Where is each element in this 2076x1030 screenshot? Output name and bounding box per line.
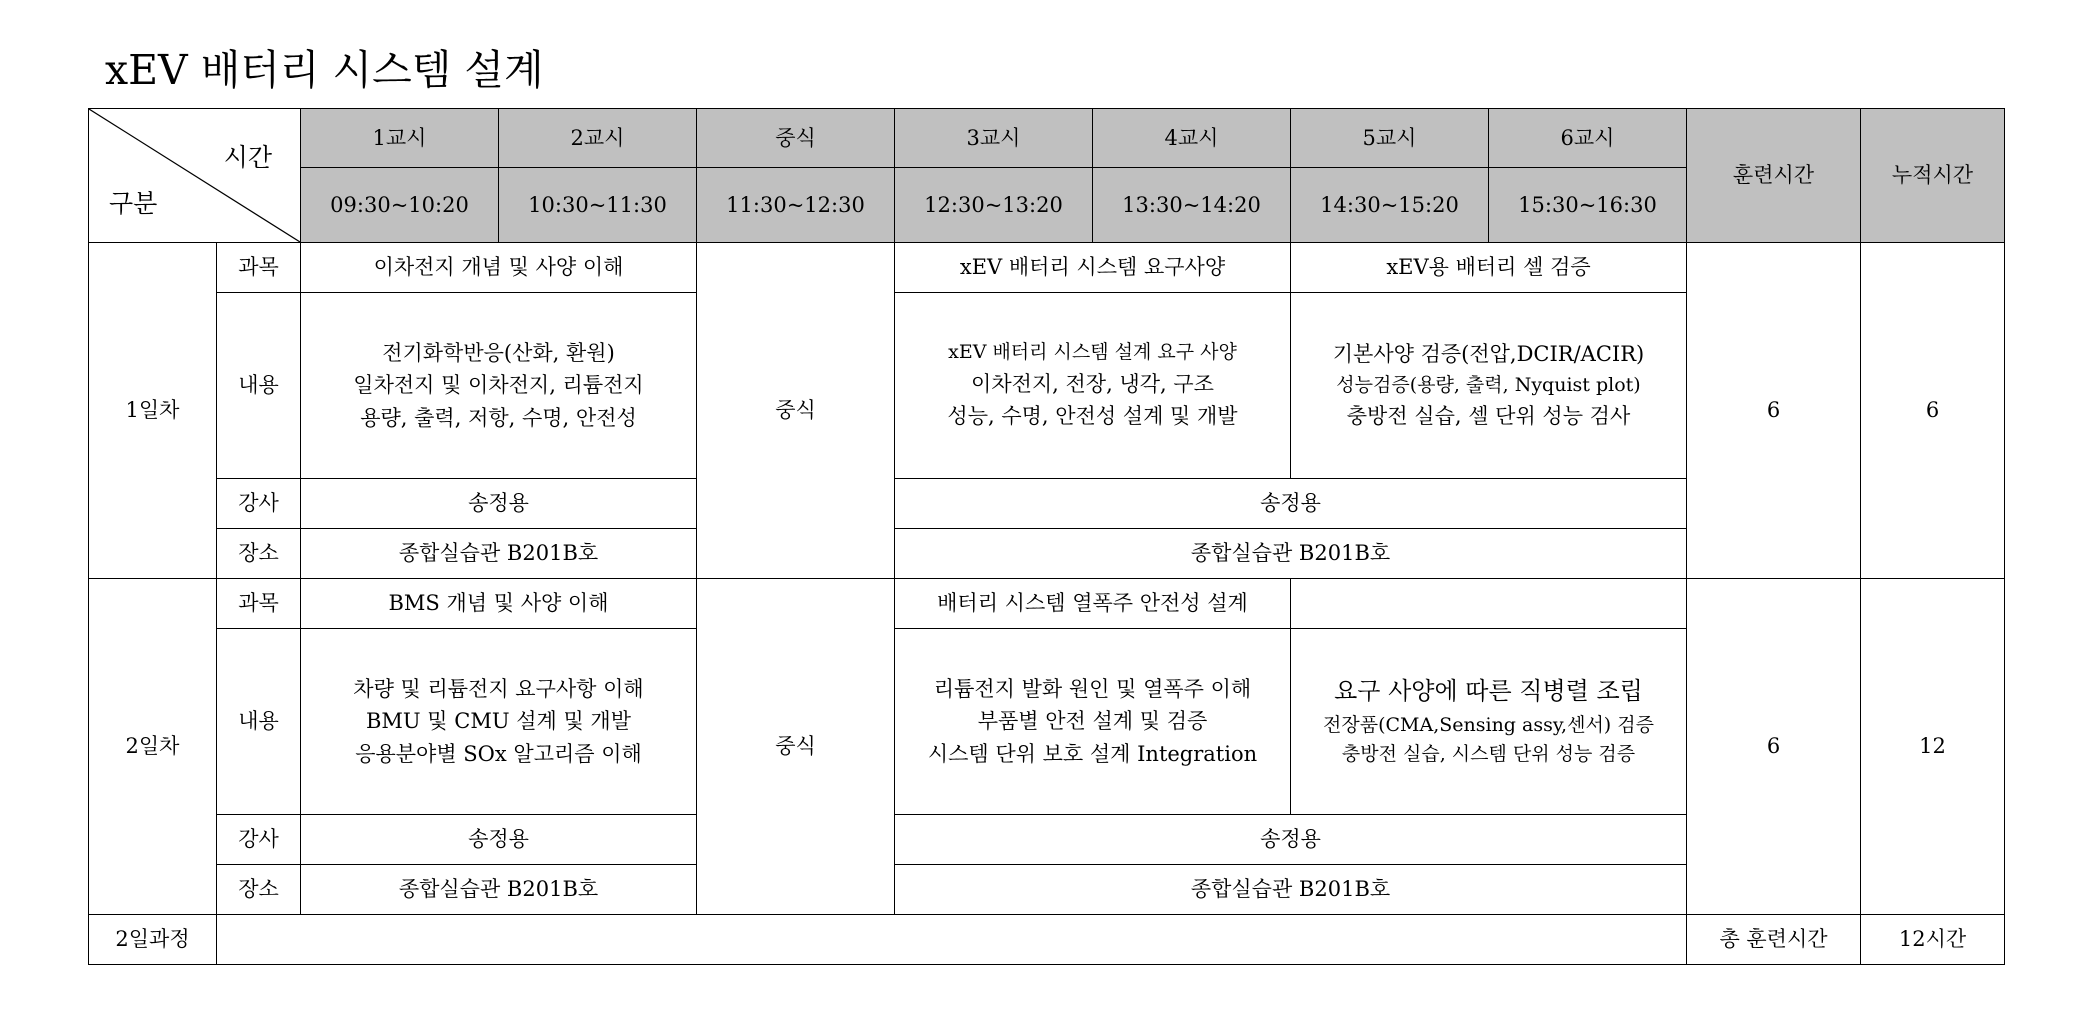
cumulative-hours-value: 6	[1861, 243, 2005, 579]
content-line: 시스템 단위 보호 설계 Integration	[927, 741, 1258, 766]
diagonal-header-cell	[89, 109, 301, 243]
period-time: 09:30~10:20	[301, 168, 499, 243]
period-name: 1교시	[301, 109, 499, 168]
row-label-subject: 과목	[217, 243, 301, 293]
period-name: 6교시	[1489, 109, 1687, 168]
training-hours-value: 6	[1687, 579, 1861, 915]
afternoon-subject-a: xEV 배터리 시스템 요구사양	[895, 243, 1291, 293]
period-name: 5교시	[1291, 109, 1489, 168]
content-line: 성능검증(용량, 출력, Nyquist plot)	[1336, 373, 1641, 396]
content-line: 충방전 실습, 셀 단위 성능 검사	[1346, 404, 1631, 429]
period-name: 3교시	[895, 109, 1093, 168]
category-label: 구분	[109, 189, 158, 219]
afternoon-instructor: 송정용	[895, 815, 1687, 865]
training-hours-value: 6	[1687, 243, 1861, 579]
content-line: 충방전 실습, 시스템 단위 성능 검증	[1341, 743, 1636, 766]
period-time: 15:30~16:30	[1489, 168, 1687, 243]
content-line: 전기화학반응(산화, 환원)	[382, 340, 615, 365]
cumulative-hours-value: 12	[1861, 579, 2005, 915]
period-time: 10:30~11:30	[499, 168, 697, 243]
period-name: 2교시	[499, 109, 697, 168]
row-label-place: 장소	[217, 865, 301, 915]
content-line: xEV 배터리 시스템 설계 요구 사양	[948, 341, 1237, 364]
period-name: 중식	[697, 109, 895, 168]
content-line: 응용분야별 SOx 알고리즘 이해	[355, 741, 642, 766]
time-label: 시간	[223, 143, 272, 172]
morning-place: 종합실습관 B201B호	[301, 529, 697, 579]
content-line: 부품별 안전 설계 및 검증	[977, 709, 1208, 734]
row-label-instructor: 강사	[217, 479, 301, 529]
content-line: 요구 사양에 따른 직병렬 조립	[1334, 677, 1643, 706]
afternoon-content-b	[1291, 629, 1687, 815]
row-label-place: 장소	[217, 529, 301, 579]
period-time: 13:30~14:20	[1093, 168, 1291, 243]
total-hours-value: 12시간	[1861, 915, 2005, 965]
morning-subject: BMS 개념 및 사양 이해	[301, 579, 697, 629]
content-line: 용량, 출력, 저항, 수명, 안전성	[360, 405, 637, 430]
afternoon-content-b	[1291, 293, 1687, 479]
schedule-table	[88, 108, 2005, 965]
morning-instructor: 송정용	[301, 479, 697, 529]
content-line: 성능, 수명, 안전성 설계 및 개발	[947, 404, 1238, 429]
morning-place: 종합실습관 B201B호	[301, 865, 697, 915]
period-time: 14:30~15:20	[1291, 168, 1489, 243]
afternoon-subject-a: 배터리 시스템 열폭주 안전성 설계	[895, 579, 1291, 629]
lunch-cell: 중식	[697, 243, 895, 579]
page-title: xEV 배터리 시스템 설계	[105, 46, 544, 94]
row-label-content: 내용	[217, 293, 301, 479]
content-line: 이차전지, 전장, 냉각, 구조	[971, 371, 1214, 396]
morning-content	[301, 629, 697, 815]
training-hours-header: 훈련시간	[1687, 109, 1861, 243]
afternoon-subject-b: xEV용 배터리 셀 검증	[1291, 243, 1687, 293]
afternoon-content-a	[895, 293, 1291, 479]
afternoon-instructor: 송정용	[895, 479, 1687, 529]
course-length: 2일과정	[89, 915, 217, 965]
cumulative-hours-header: 누적시간	[1861, 109, 2005, 243]
total-hours-label: 총 훈련시간	[1687, 915, 1861, 965]
row-label-instructor: 강사	[217, 815, 301, 865]
morning-content	[301, 293, 697, 479]
row-label-content: 내용	[217, 629, 301, 815]
period-time: 11:30~12:30	[697, 168, 895, 243]
content-line: 리튬전지 발화 원인 및 열폭주 이해	[933, 676, 1252, 701]
period-name: 4교시	[1093, 109, 1291, 168]
afternoon-content-a	[895, 629, 1291, 815]
day-label: 2일차	[89, 579, 217, 915]
content-line: 차량 및 리튬전지 요구사항 이해	[353, 676, 644, 701]
content-line: 전장품(CMA,Sensing assy,센서) 검증	[1323, 713, 1654, 736]
morning-subject: 이차전지 개념 및 사양 이해	[301, 243, 697, 293]
row-label-subject: 과목	[217, 579, 301, 629]
day-label: 1일차	[89, 243, 217, 579]
content-line: 일차전지 및 이차전지, 리튬전지	[353, 373, 644, 398]
morning-instructor: 송정용	[301, 815, 697, 865]
afternoon-place: 종합실습관 B201B호	[895, 529, 1687, 579]
period-time: 12:30~13:20	[895, 168, 1093, 243]
afternoon-subject-b	[1291, 579, 1687, 629]
content-line: BMU 및 CMU 설계 및 개발	[366, 709, 631, 734]
lunch-cell: 중식	[697, 579, 895, 915]
footer-empty-cell	[217, 915, 1687, 965]
afternoon-place: 종합실습관 B201B호	[895, 865, 1687, 915]
content-line: 기본사양 검증(전압,DCIR/ACIR)	[1332, 342, 1645, 367]
